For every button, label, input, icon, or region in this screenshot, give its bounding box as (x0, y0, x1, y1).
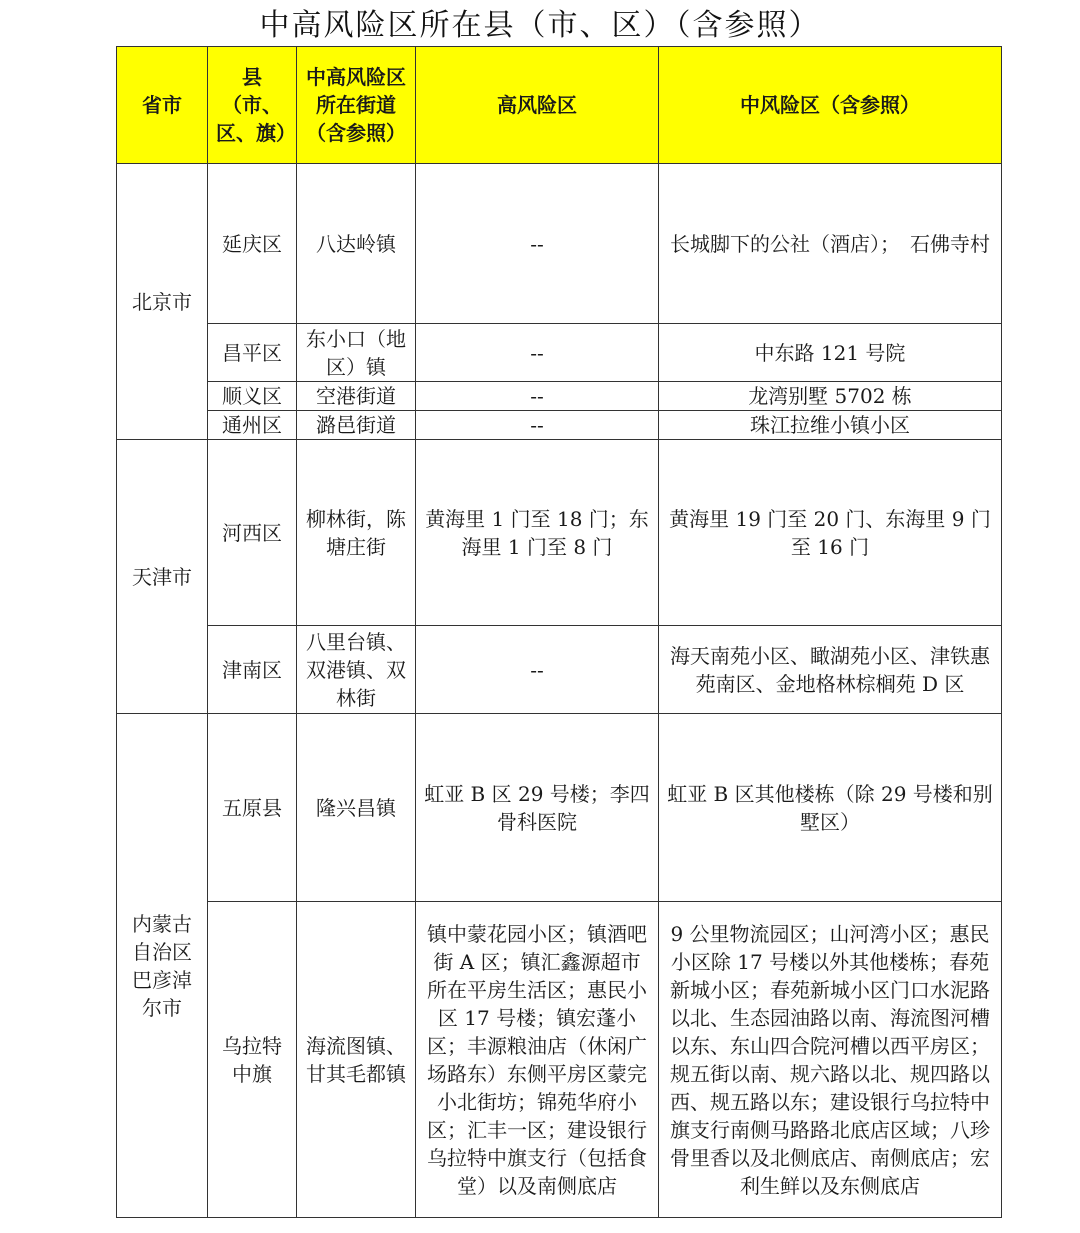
street-cell: 东小口（地区）镇 (297, 324, 416, 382)
province-cell: 内蒙古自治区巴彦淖尔市 (117, 714, 208, 1218)
high-risk-cell: -- (416, 164, 659, 324)
mid-risk-cell: 中东路 121 号院 (659, 324, 1002, 382)
header-province: 省市 (117, 47, 208, 164)
high-risk-cell: 黄海里 1 门至 18 门；东海里 1 门至 8 门 (416, 440, 659, 626)
header-high-risk: 高风险区 (416, 47, 659, 164)
high-risk-cell: -- (416, 382, 659, 411)
table-row (117, 411, 1002, 440)
high-risk-cell: -- (416, 324, 659, 382)
table-row (117, 714, 1002, 902)
table-row (117, 902, 1002, 1218)
mid-risk-cell: 9 公里物流园区；山河湾小区；惠民小区除 17 号楼以外其他楼栋；春苑新城小区；春苑新城小区门口水泥路以北、生态园油路以南、海流图河槽以东、东山四合院河槽以西平房区；规五街以南、规六路以北、规四路以西、规五路以东；建设银行乌拉特中旗支行南侧马路路北底店区域；八珍骨里香以及北侧底店、南侧底店；宏利生鲜以及东侧底店 (659, 902, 1002, 1218)
table-row (117, 164, 1002, 324)
county-cell: 顺义区 (208, 382, 297, 411)
high-risk-cell: -- (416, 411, 659, 440)
street-cell: 八达岭镇 (297, 164, 416, 324)
province-cell: 天津市 (117, 440, 208, 714)
table-row (117, 440, 1002, 626)
mid-risk-cell: 海天南苑小区、瞰湖苑小区、津铁惠苑南区、金地格林棕榈苑 D 区 (659, 626, 1002, 714)
mid-risk-cell: 龙湾别墅 5702 栋 (659, 382, 1002, 411)
header-county: 县（市、区、旗） (208, 47, 297, 164)
street-cell: 八里台镇、双港镇、双林街 (297, 626, 416, 714)
street-cell: 海流图镇、甘其毛都镇 (297, 902, 416, 1218)
street-cell: 空港街道 (297, 382, 416, 411)
high-risk-cell: 镇中蒙花园小区；镇酒吧街 A 区；镇汇鑫源超市所在平房生活区；惠民小区 17 号楼；镇宏蓬小区；丰源粮油店（休闲广场路东）东侧平房区蒙完小北街坊；锦苑华府小区；汇丰一区；建设银行乌拉特中旗支行（包括食堂）以及南侧底店 (416, 902, 659, 1218)
page-title: 中高风险区所在县（市、区）（含参照） (259, 8, 821, 43)
county-cell: 乌拉特中旗 (208, 902, 297, 1218)
county-cell: 昌平区 (208, 324, 297, 382)
street-cell: 潞邑街道 (297, 411, 416, 440)
table-row (117, 324, 1002, 382)
county-cell: 延庆区 (208, 164, 297, 324)
header-street: 中高风险区所在街道（含参照） (297, 47, 416, 164)
mid-risk-cell: 黄海里 19 门至 20 门、东海里 9 门至 16 门 (659, 440, 1002, 626)
mid-risk-cell: 珠江拉维小镇小区 (659, 411, 1002, 440)
header-mid-risk: 中风险区（含参照） (659, 47, 1002, 164)
street-cell: 隆兴昌镇 (297, 714, 416, 902)
mid-risk-cell: 长城脚下的公社（酒店）； 石佛寺村 (659, 164, 1002, 324)
high-risk-cell: 虹亚 B 区 29 号楼；李四骨科医院 (416, 714, 659, 902)
county-cell: 河西区 (208, 440, 297, 626)
table-header-row (117, 47, 1002, 164)
table-row (117, 626, 1002, 714)
high-risk-cell: -- (416, 626, 659, 714)
table-row (117, 382, 1002, 411)
province-cell: 北京市 (117, 164, 208, 440)
street-cell: 柳林街，陈塘庄街 (297, 440, 416, 626)
risk-area-table (116, 46, 1002, 1218)
county-cell: 五原县 (208, 714, 297, 902)
mid-risk-cell: 虹亚 B 区其他楼栋（除 29 号楼和别墅区） (659, 714, 1002, 902)
county-cell: 津南区 (208, 626, 297, 714)
county-cell: 通州区 (208, 411, 297, 440)
